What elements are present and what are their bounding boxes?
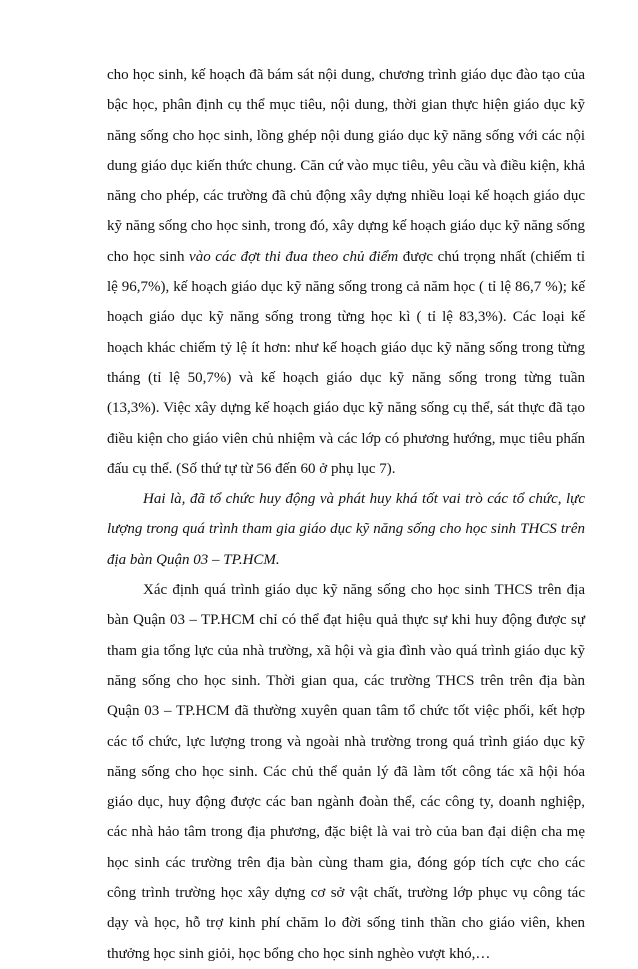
paragraph-plan-types-text: cho học sinh, kế hoạch đã bám sát nội dung, chương trình giáo dục đào tạo của bậc học, phân định cụ thể mục tiêu, nội dung, thời gian thực hiện giáo dục kỹ năng sống cho học sinh, lồng ghép nội dung giáo dục kỹ năng sống với các nội dung giáo dục kiến thức chung. Căn cứ vào mục tiêu, yêu cầu và điều kiện, khả năng cho phép, các trường đã chủ động xây dựng nhiều loại kế hoạch giáo dục kỹ năng sống cho học sinh, trong đó, xây dựng kế hoạch giáo dục kỹ năng sống cho học sinh xyxy=(107,67,585,265)
paragraph-plan-types-text-continued: được chú trọng nhất (chiếm tỉ lệ 96,7%), kế hoạch giáo dục kỹ năng sống trong cả năm học ( tỉ lệ 86,7 %); kế hoạch giáo dục kỹ năng sống trong từng học kì ( tỉ lệ 83,3%). Các loại kế hoạch khác chiếm tỷ lệ ít hơn: như kế hoạch giáo dục kỹ năng sống trong từng tháng (tỉ lệ 50,7%) và kế hoạch giáo dục kỹ năng sống trong từng tuần (13,3%). Việc xây dựng kế hoạch giáo dục kỹ năng sống cụ thể, sát thực đã tạo điều kiện cho giáo viên chủ nhiệm và các lớp có phương hướng, mục tiêu phấn đấu cụ thể. (Số thứ tự từ 56 đến 60 ở phụ lục 7). xyxy=(107,248,585,477)
document-body xyxy=(107,60,585,969)
paragraph-mobilization: Xác định quá trình giáo dục kỹ năng sống cho học sinh THCS trên địa bàn Quận 03 – TP.HCM chỉ có thể đạt hiệu quả thực sự khi huy động được sự tham gia tổng lực của nhà trường, xã hội và gia đình vào quá trình giáo dục kỹ năng sống cho học sinh. Thời gian qua, các trường THCS trên trên địa bàn Quận 03 – TP.HCM đã thường xuyên quan tâm tổ chức tốt việc phối, kết hợp các tổ chức, lực lượng trong và ngoài nhà trường trong quá trình giáo dục kỹ năng sống cho học sinh. Các chủ thể quản lý đã làm tốt công tác xã hội hóa giáo dục, huy động được các ban ngành đoàn thể, các công ty, doanh nghiệp, các nhà hảo tâm trong địa phương, đặc biệt là vai trò của ban đại diện cha mẹ học sinh các trường trên địa bàn cùng tham gia, đóng góp tích cực cho các công trình trường học xây dựng cơ sở vật chất, trường lớp phục vụ công tác dạy và học, hỗ trợ kinh phí chăm lo đời sống tinh thần cho giáo viên, khen thưởng học sinh giỏi, học bổng cho học sinh nghèo vượt khó,… xyxy=(107,582,585,962)
paragraph-plan-types xyxy=(107,60,585,484)
paragraph-plan-types-emphasis: vào các đợt thi đua theo chủ điểm xyxy=(189,248,399,265)
section-heading-second-point: Hai là, đã tổ chức huy động và phát huy khá tốt vai trò các tổ chức, lực lượng trong quá trình tham gia giáo dục kỹ năng sống cho học sinh THCS trên địa bàn Quận 03 – TP.HCM. xyxy=(107,491,585,568)
